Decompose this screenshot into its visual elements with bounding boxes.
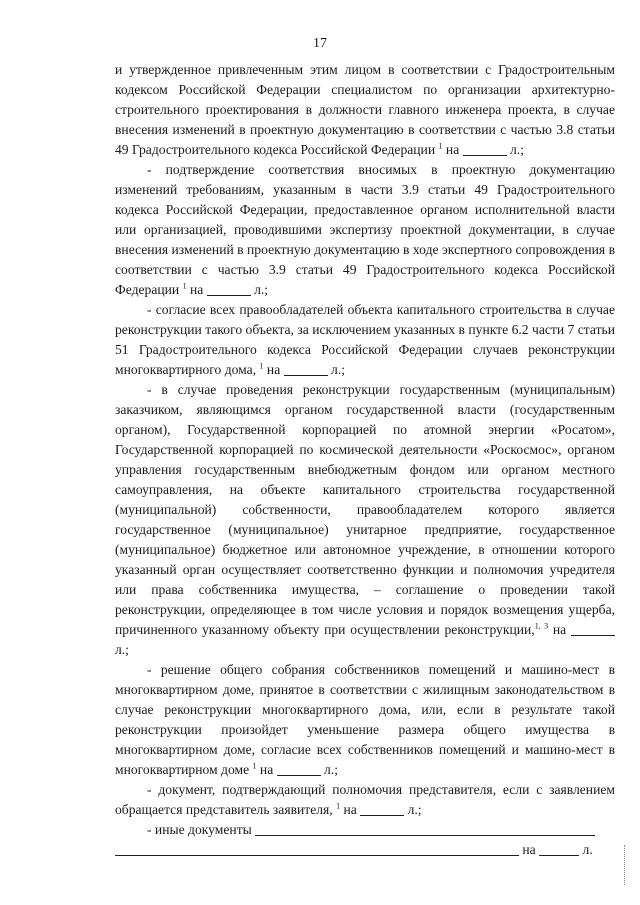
scan-margin-mark (624, 845, 629, 885)
paragraph-general-meeting-decision: - решение общего собрания собственников помещений и машино-мест в многоквартирном доме, принятое в соответствии с жилищным законодательством в случае реконструкции многоквартирного дома, или, если в результате такой реконструкции произойдет уменьшение размера общего имущества в многоквартирном доме, согласие всех собственников помещений и машино-мест в многоквартирном доме $^1$ на л.; (115, 662, 615, 777)
page-count-blank[interactable] (571, 621, 615, 636)
paragraph-other-documents-cont: на л. (115, 840, 615, 860)
page-count-blank[interactable] (284, 361, 328, 376)
paragraph-representative-authority: - документ, подтверждающий полномочия представителя, если с заявлением обращается представитель заявителя, $^1$ на л.; (115, 782, 615, 817)
page-count-blank[interactable] (207, 281, 251, 296)
page-count-blank[interactable] (277, 761, 321, 776)
other-documents-line[interactable] (255, 821, 595, 836)
paragraph-architect-approval: и утвержденное привлеченным этим лицом в соответствии с Градостроительным кодексом Российской Федерации специалистом по организации архитектурно-строительного проектирования в должности главного инженера проекта, в случае внесения изменений в проектную документацию в соответствии с частью 3.8 статьи 49 Градостроительного кодекса Российской Федерации $^1$ на л.; (115, 62, 615, 157)
page-count-blank[interactable] (539, 841, 579, 856)
paragraph-other-documents: - иные документы (115, 820, 615, 840)
page-count-blank[interactable] (463, 141, 507, 156)
paragraph-expertise-confirmation: - подтверждение соответствия вносимых в проектную документацию изменений требованиям, указанным в части 3.9 статьи 49 Градостроительного кодекса Российской Федерации, предоставленное органом исполнительной власти или организацией, проводившими экспертизу проектной документации, в случае внесения изменений в проектную документацию в ходе экспертного сопровождения в соответствии с частью 3.9 статьи 49 Градостроительного кодекса Российской Федерации $^1$ на л.; (115, 162, 615, 297)
other-documents-line[interactable] (115, 841, 519, 856)
paragraph-owners-consent: - согласие всех правообладателей объекта капитального строительства в случае реконструкции такого объекта, за исключением указанных в пункте 6.2 части 7 статьи 51 Градостроительного кодекса Российской Федерации случаев реконструкции многоквартирного дома, $^1$ на л.; (115, 302, 615, 377)
page-count-blank[interactable] (360, 801, 404, 816)
page-number: 17 (313, 36, 327, 51)
paragraph-reconstruction-agreement: - в случае проведения реконструкции государственным (муниципальным) заказчиком, являющимся органом государственной власти (государственным органом), Государственной корпорацией по атомной энергии «Росатом», Государственной корпорацией по космической деятельности «Роскосмос», органом управления государственным внебюджетным фондом или органом местного самоуправления, на объекте капитального строительства государственной (муниципальной) собственности, правообладателем которого является государственное (муниципальное) унитарное предприятие, государственное (муниципальное) бюджетное или автономное учреждение, в отношении которого указанный орган осуществляет соответственно функции и полномочия учредителя или права собственника имущества, – соглашение о проведении такой реконструкции, определяющее в том числе условия и порядок возмещения ущерба, причиненного указанному объекту при осуществлении реконструкции,$^{1, 3}$ на л.; (115, 382, 615, 657)
document-body (115, 60, 615, 860)
